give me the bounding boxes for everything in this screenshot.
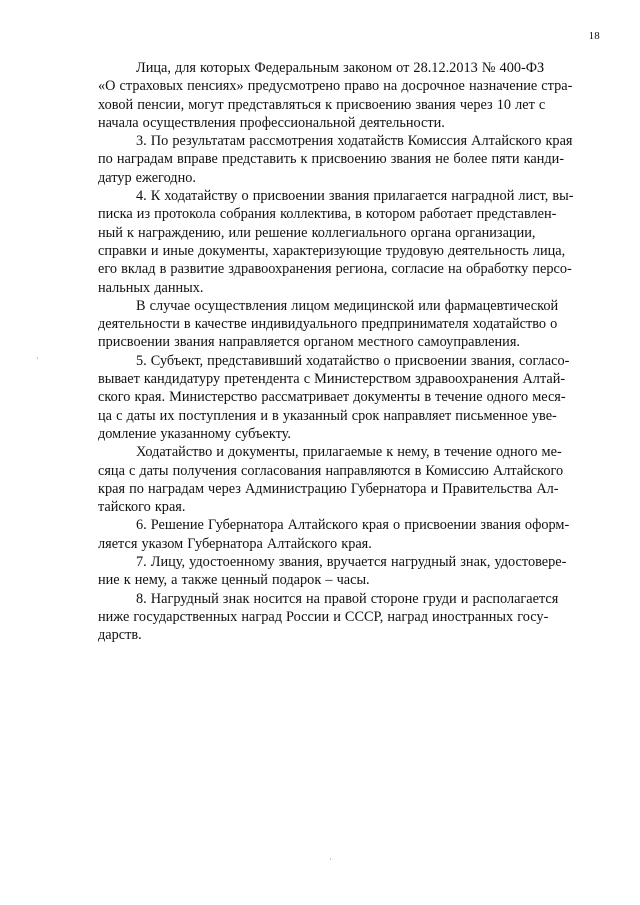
paragraph-line: писка из протокола собрания коллектива, в котором работает представлен- [98, 206, 557, 223]
paragraph-line: ца с даты их поступления и в указанный срок направляет письменное уве- [98, 407, 557, 424]
paragraph-line: деятельности в качестве индивидуального предпринимателя ходатайство о [98, 316, 558, 333]
scan-artifact-bottom [330, 858, 331, 860]
paragraph-line: ховой пенсии, могут представляться к присвоению звания через 10 лет с [98, 96, 546, 113]
paragraph-item-7 [98, 553, 598, 590]
paragraph-line: 7. Лицу, удостоенному звания, вручается нагрудный знак, удостовере- [136, 554, 567, 571]
paragraph-line: ние к нему, а также ценный подарок – часы. [98, 572, 370, 589]
paragraph-line: 8. Нагрудный знак носится на правой стороне груди и располагается [136, 590, 559, 607]
paragraph-item-5 [98, 352, 598, 443]
paragraph-line: 3. По результатам рассмотрения ходатайств Комиссия Алтайского края [136, 133, 573, 150]
paragraph-line: 5. Субъект, представивший ходатайство о присвоении звания, согласо- [136, 352, 570, 369]
paragraph-line: дарств. [98, 627, 142, 644]
paragraph-line: его вклад в развитие здравоохранения региона, согласие на обработку персо- [98, 261, 572, 278]
paragraph-line: ниже государственных наград России и СССР, наград иностранных госу- [98, 608, 549, 625]
paragraph-line: ляется указом Губернатора Алтайского края. [98, 535, 372, 552]
paragraph-line: по наградам вправе представить к присвоению звания не более пяти канди- [98, 151, 565, 168]
document-body [98, 59, 598, 645]
paragraph-line: присвоении звания направляется органом местного самоуправления. [98, 334, 520, 351]
paragraph-petition-documents [98, 443, 598, 516]
paragraph-line: Лица, для которых Федеральным законом от 28.12.2013 № 400-ФЗ [136, 60, 545, 76]
paragraph-item-6 [98, 516, 598, 553]
paragraph-line: вывает кандидатуру претендента с Министерством здравоохранения Алтай- [98, 371, 566, 388]
paragraph-item-4 [98, 187, 598, 297]
paragraph-line: домление указанному субъекту. [98, 425, 291, 442]
paragraph-early-pension [98, 59, 598, 132]
paragraph-line: ского края. Министерство рассматривает документы в течение одного меся- [98, 389, 566, 406]
paragraph-line: 4. К ходатайству о присвоении звания прилагается наградной лист, вы- [136, 188, 574, 205]
paragraph-item-3 [98, 132, 598, 187]
paragraph-line: датур ежегодно. [98, 169, 196, 186]
paragraph-line: нальных данных. [98, 279, 204, 296]
paragraph-line: «О страховых пенсиях» предусмотрено право на досрочное назначение стра- [98, 78, 573, 95]
paragraph-line: Ходатайство и документы, прилагаемые к нему, в течение одного ме- [136, 444, 562, 461]
page-number: 18 [588, 30, 600, 42]
paragraph-individual-entrepreneur [98, 297, 598, 352]
paragraph-item-8 [98, 590, 598, 645]
paragraph-line: В случае осуществления лицом медицинской или фармацевтической [136, 297, 559, 314]
paragraph-line: ный к награждению, или решение коллегиального органа организации, [98, 224, 536, 241]
paragraph-line: сяца с даты получения согласования направляются в Комиссию Алтайского [98, 462, 564, 479]
paragraph-line: справки и иные документы, характеризующие трудовую деятельность лица, [98, 242, 566, 259]
scan-artifact-left [37, 357, 38, 359]
paragraph-line: края по наградам через Администрацию Губернатора и Правительства Ал- [98, 480, 559, 497]
paragraph-line: 6. Решение Губернатора Алтайского края о присвоении звания оформ- [136, 517, 570, 534]
paragraph-line: тайского края. [98, 499, 186, 516]
paragraph-line: начала осуществления профессиональной деятельности. [98, 114, 445, 131]
